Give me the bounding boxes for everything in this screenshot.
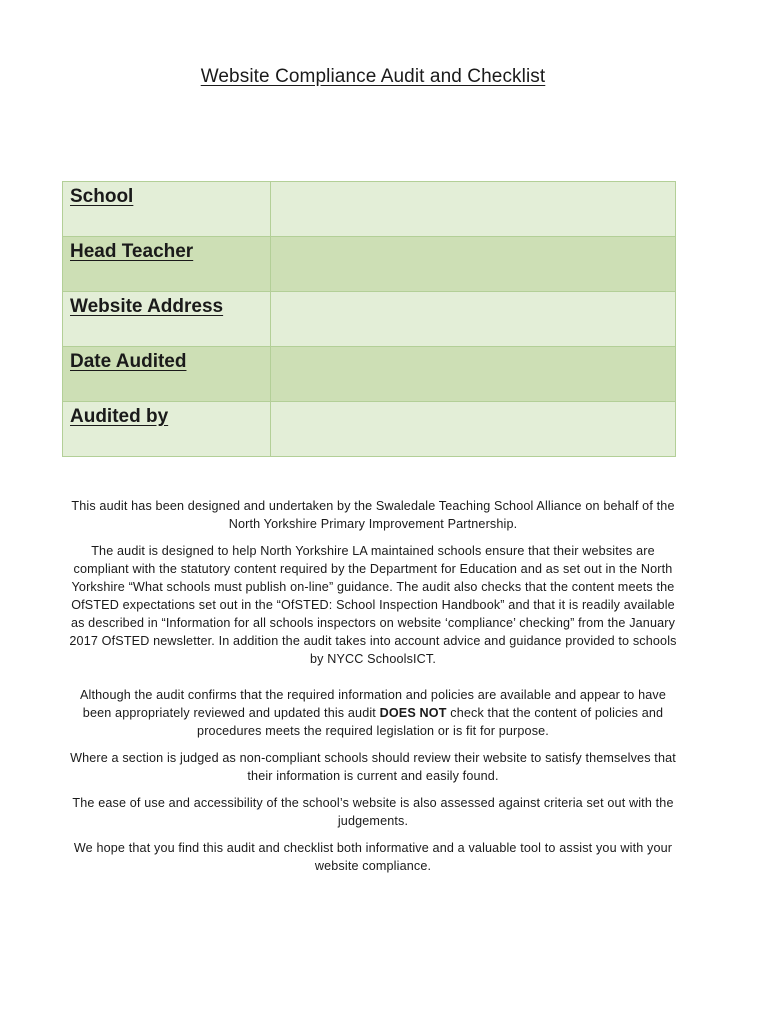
table-row-audited-by bbox=[63, 402, 676, 457]
page-title: Website Compliance Audit and Checklist bbox=[200, 66, 546, 87]
body-text bbox=[66, 497, 680, 884]
intro-paragraph: This audit has been designed and undertaken by the Swaledale Teaching School Alliance on behalf of the North Yorkshire Primary Improvement Partnership. bbox=[71, 499, 675, 531]
table-row-head-teacher bbox=[63, 237, 676, 292]
audit-details-table bbox=[62, 181, 676, 457]
audited-by-label: Audited by bbox=[63, 402, 271, 457]
disclaimer-text-end: check that the content of policies and procedures meets the required legislation or is fit for purpose. bbox=[197, 706, 664, 738]
closing-paragraph: We hope that you find this audit and checklist both informative and a valuable tool to assist you with your website compliance. bbox=[73, 841, 673, 873]
table-row-website-address bbox=[63, 292, 676, 347]
school-value bbox=[271, 182, 676, 237]
audited-by-value bbox=[271, 402, 676, 457]
head-teacher-value bbox=[271, 237, 676, 292]
head-teacher-label: Head Teacher bbox=[63, 237, 271, 292]
school-label: School bbox=[63, 182, 271, 237]
website-address-label: Website Address bbox=[63, 292, 271, 347]
table-row-school bbox=[63, 182, 676, 237]
disclaimer-paragraph bbox=[66, 686, 680, 740]
disclaimer-text-start: Although the audit confirms that the required information and policies are available and appear to have been appropriately reviewed and updated this audit bbox=[79, 688, 667, 720]
non-compliant-paragraph: Where a section is judged as non-compliant schools should review their website to satisfy themselves that their information is current and easily found. bbox=[70, 751, 676, 783]
date-audited-label: Date Audited bbox=[63, 347, 271, 402]
table-row-date-audited bbox=[63, 347, 676, 402]
purpose-paragraph: The audit is designed to help North Yorkshire LA maintained schools ensure that their websites are compliant with the statutory content required by the Department for Education and as set out in the North Yorkshire “What schools must publish on-line” guidance. The audit also checks that the content meets the OfSTED expectations set out in the “OfSTED: School Inspection Handbook” and that it is readily available as described in “Information for all schools inspectors on website ‘compliance’ checking” from the January 2017 OfSTED newsletter. In addition the audit takes into account advice and guidance provided to schools by NYCC SchoolsICT. bbox=[69, 544, 677, 666]
does-not-emphasis: DOES NOT bbox=[379, 706, 447, 720]
accessibility-paragraph: The ease of use and accessibility of the school’s website is also assessed against criteria set out with the judgements. bbox=[72, 796, 674, 828]
date-audited-value bbox=[271, 347, 676, 402]
website-address-value bbox=[271, 292, 676, 347]
